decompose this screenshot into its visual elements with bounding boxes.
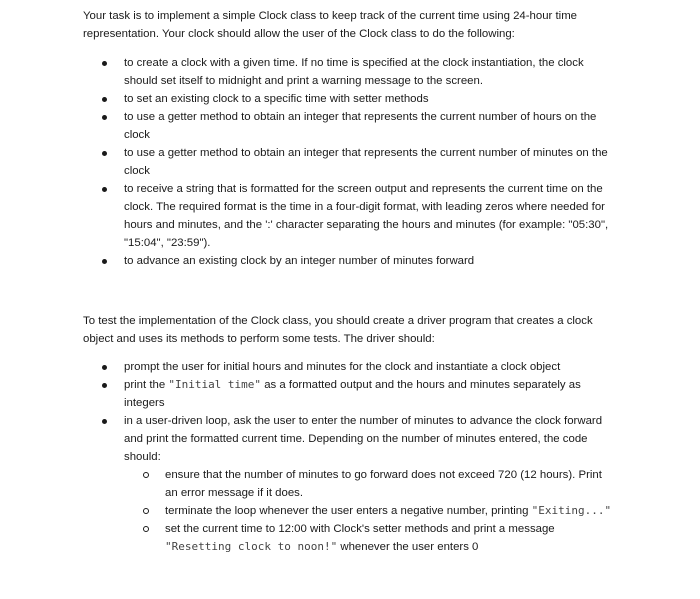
- hollow-bullet-icon: [143, 472, 149, 478]
- list-item: prompt the user for initial hours and minutes for the clock and instantiate a clock object: [0, 358, 616, 376]
- list-item: to advance an existing clock by an integer number of minutes forward: [0, 252, 616, 270]
- list-item: print the "Initial time" as a formatted output and the hours and minutes separately as integers: [0, 376, 616, 412]
- list-item: to use a getter method to obtain an integer that represents the current number of minutes on the clock: [0, 144, 616, 180]
- loop-conditions-list: [124, 466, 616, 556]
- list-item: in a user-driven loop, ask the user to enter the number of minutes to advance the clock forward and print the formatted current time. Depending on the number of minutes entered, the code should: ensure that the number of minutes to go forward does not exceed 720 (12 hours). Print an error message if it does. terminate the loop whenever the user enters a negative number, printing "Exiting..." set the current time to 12:00 with Clock's setter methods and print a message "Resetting clock to noon!" whenever the user enters 0: [0, 412, 616, 556]
- bullet-icon: [102, 365, 107, 370]
- bullet-icon: [102, 115, 107, 120]
- hollow-bullet-icon: [143, 508, 149, 514]
- driver-steps-list: [0, 358, 616, 556]
- code-exiting: "Exiting...": [531, 504, 612, 517]
- intro-paragraph: Your task is to implement a simple Clock class to keep track of the current time using 24-hour time representation. Your clock should allow the user of the Clock class to do the following:: [83, 10, 578, 40]
- hollow-bullet-icon: [143, 526, 149, 532]
- list-item: to use a getter method to obtain an integer that represents the current number of hours on the clock: [0, 108, 616, 144]
- bullet-icon: [102, 383, 107, 388]
- clock-requirements-list: [0, 54, 616, 270]
- sub-list-item: ensure that the number of minutes to go forward does not exceed 720 (12 hours). Print an error message if it does.: [0, 466, 615, 502]
- bullet-icon: [102, 97, 107, 102]
- bullet-icon: [102, 151, 107, 156]
- bullet-icon: [102, 61, 107, 66]
- list-item: to set an existing clock to a specific time with setter methods: [0, 90, 616, 108]
- list-item: to create a clock with a given time. If no time is specified at the clock instantiation, the clock should set itself to midnight and print a warning message to the screen.: [0, 54, 616, 90]
- driver-intro-paragraph: To test the implementation of the Clock class, you should create a driver program that creates a clock object and uses its methods to perform some tests. The driver should:: [83, 315, 593, 345]
- bullet-icon: [102, 419, 107, 424]
- bullet-icon: [102, 187, 107, 192]
- list-item: to receive a string that is formatted for the screen output and represents the current time on the clock. The required format is the time in a four-digit format, with leading zeros where needed for hours and minutes, and the ':' character separating the hours and minutes (for example: "05:30", "15:04", "23:59").: [0, 180, 616, 252]
- bullet-icon: [102, 259, 107, 264]
- code-resetting: "Resetting clock to noon!": [165, 540, 338, 553]
- code-initial-time: "Initial time": [168, 378, 262, 391]
- sub-list-item: set the current time to 12:00 with Clock's setter methods and print a message "Resetting clock to noon!" whenever the user enters 0: [0, 520, 615, 556]
- sub-list-item: terminate the loop whenever the user enters a negative number, printing "Exiting...": [0, 502, 615, 520]
